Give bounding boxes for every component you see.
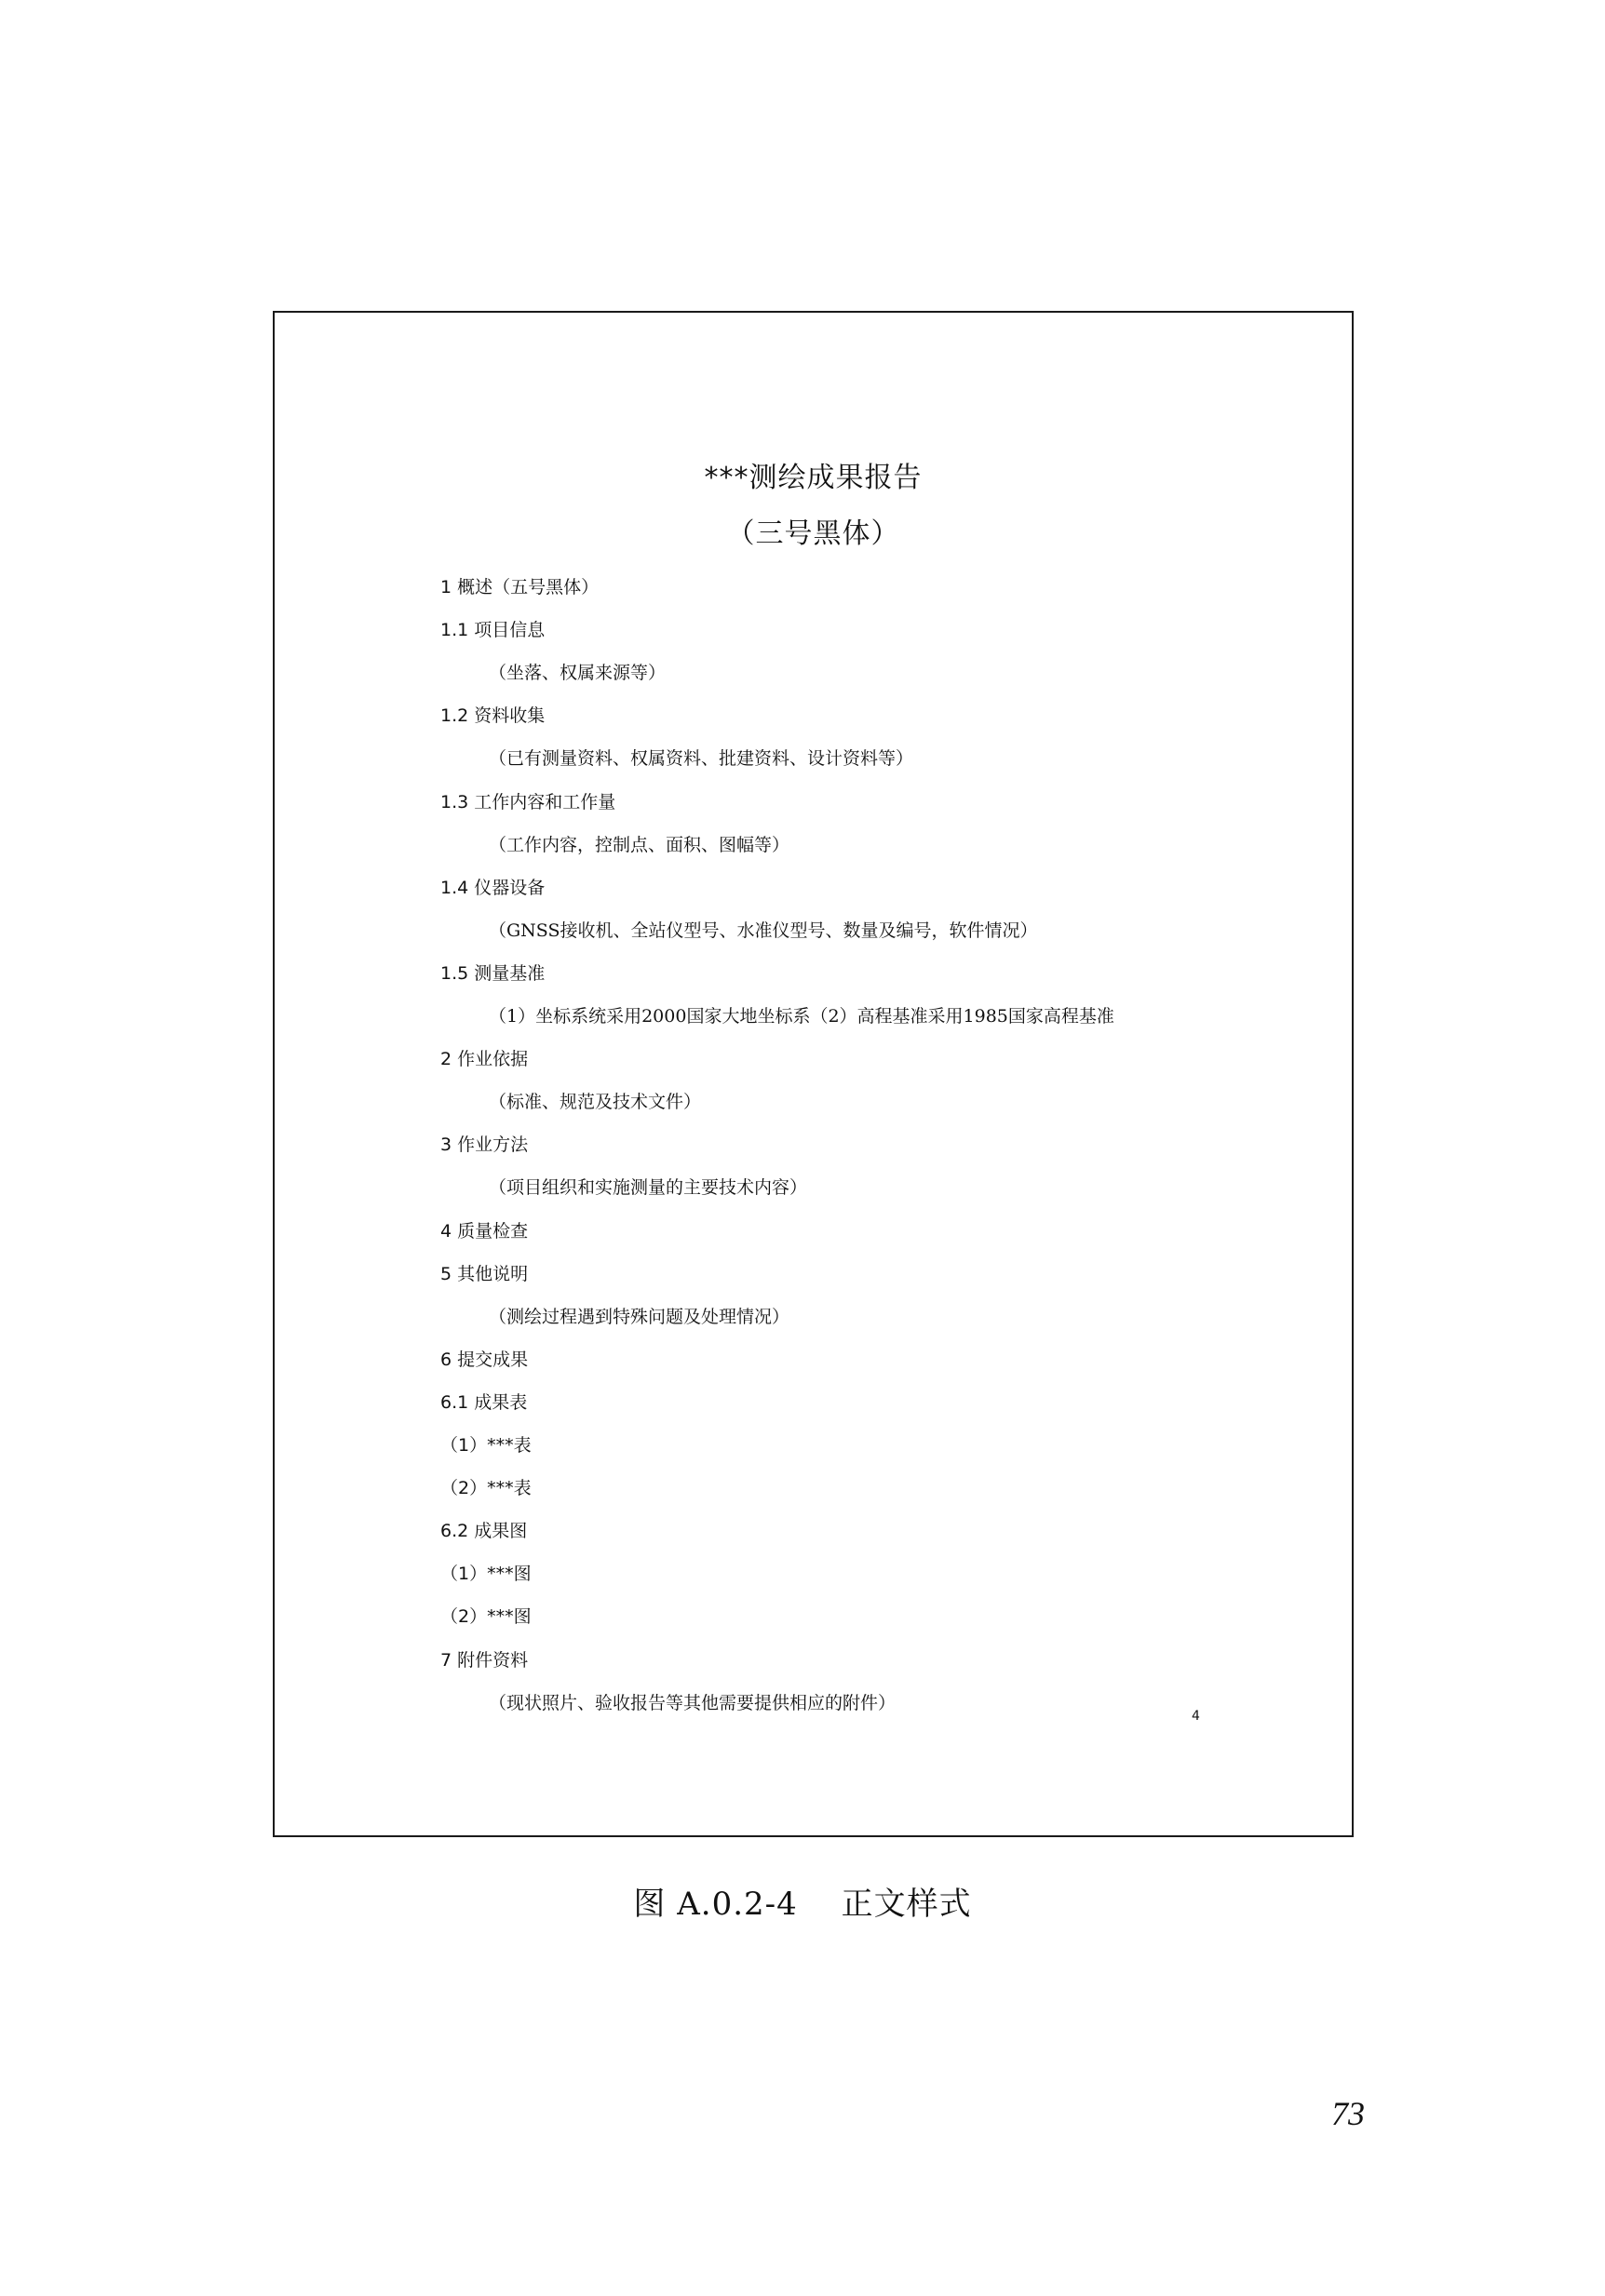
section-heading: 1.5 测量基准 [440, 963, 546, 984]
section-note: （1）坐标系统采用2000国家大地坐标系（2）高程基准采用1985国家高程基准 [489, 1006, 1114, 1027]
section-heading: （1）***表 [440, 1435, 532, 1456]
section-heading: 7 附件资料 [440, 1650, 529, 1671]
section-note: （工作内容，控制点、面积、图幅等） [489, 835, 790, 855]
section-note: （已有测量资料、权属资料、批建资料、设计资料等） [489, 748, 914, 769]
section-heading: 6.1 成果表 [440, 1392, 528, 1413]
section-heading: 5 其他说明 [440, 1264, 529, 1284]
section-note: （GNSS接收机、全站仪型号、水准仪型号、数量及编号，软件情况） [489, 920, 1038, 941]
sample-page-frame [273, 311, 1354, 1837]
section-heading: （2）***表 [440, 1478, 532, 1498]
section-heading: 6.2 成果图 [440, 1521, 528, 1541]
section-note: （现状照片、验收报告等其他需要提供相应的附件） [489, 1693, 897, 1713]
figure-caption: 图 A.0.2-4 正文样式 [633, 1886, 972, 1923]
section-heading: 1.4 仪器设备 [440, 878, 546, 898]
report-subtitle: （三号黑体） [726, 517, 900, 550]
section-heading: 3 作业方法 [440, 1135, 529, 1155]
section-heading: 6 提交成果 [440, 1349, 529, 1370]
section-note: （坐落、权属来源等） [489, 663, 667, 683]
section-heading: 1 概述（五号黑体） [440, 577, 600, 597]
section-heading: 1.1 项目信息 [440, 620, 546, 640]
report-title: ***测绘成果报告 [704, 462, 923, 494]
section-heading: （2）***图 [440, 1606, 532, 1627]
section-heading: 2 作业依据 [440, 1049, 529, 1069]
page-number: 73 [1331, 2095, 1365, 2132]
section-heading: （1）***图 [440, 1564, 532, 1584]
section-note: （标准、规范及技术文件） [489, 1092, 702, 1112]
inner-page-number: 4 [1192, 1709, 1200, 1724]
section-note: （测绘过程遇到特殊问题及处理情况） [489, 1307, 790, 1327]
section-note: （项目组织和实施测量的主要技术内容） [489, 1177, 808, 1198]
section-heading: 4 质量检查 [440, 1221, 529, 1242]
section-heading: 1.3 工作内容和工作量 [440, 792, 616, 812]
section-heading: 1.2 资料收集 [440, 705, 546, 726]
